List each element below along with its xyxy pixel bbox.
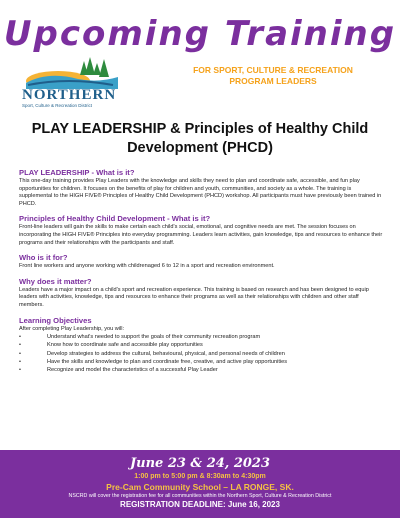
audience-line-2: PROGRAM LEADERS: [229, 76, 317, 86]
logo-subtitle: Sport, Culture & Recreation District: [22, 103, 93, 108]
section-objectives: [19, 316, 384, 375]
event-times: 1:00 pm to 5:00 pm & 8:30am to 4:30pm: [134, 473, 266, 480]
list-item: • Recognize and model the characteristics of a successful Play Leader: [19, 367, 218, 374]
event-location: Pre-Cam Community School – LA RONGE, SK.: [106, 482, 294, 492]
section-heading: Who is it for?: [19, 253, 68, 263]
logo-landscape-icon: [18, 57, 136, 89]
section-body: Front line workers and anyone working with childrenaged 6 to 12 in a sport and recreation environment.: [19, 263, 275, 270]
audience-line: [168, 65, 378, 87]
logo-name: NORTHERN: [22, 87, 117, 103]
section-heading: Learning Objectives: [19, 315, 92, 325]
audience-line-1: FOR SPORT, CULTURE & RECREATION: [193, 65, 353, 75]
bullet-icon: •: [19, 350, 21, 357]
fee-note: NSCRD will cover the registration fee for all communities within the Northern Sport, Culture & Recreation District: [68, 493, 332, 499]
event-banner: [0, 450, 400, 518]
list-item: • Understand what's needed to support the goals of their community recreation program: [19, 334, 261, 341]
section-play-leadership: [19, 168, 384, 208]
section-heading: Principles of Healthy Child Development - What is it?: [19, 214, 211, 224]
section-why: [19, 277, 384, 310]
section-heading: Why does it matter?: [19, 276, 92, 286]
course-headline: [20, 120, 380, 158]
section-heading: PLAY LEADERSHIP - What is it?: [19, 168, 135, 177]
registration-deadline: REGISTRATION DEADLINE: June 16, 2023: [120, 500, 280, 509]
bullet-icon: •: [19, 334, 21, 341]
section-body: Leaders have a major impact on a child's sport and recreation experience. This training is based on research and has been designed to equip leaders with activities, knowledge, tips and resources to enhance their programs as well as their relationships with children and other staff members.: [19, 286, 369, 308]
objectives-intro: After completing Play Leadership, you will:: [19, 325, 125, 332]
section-phcd: [19, 214, 384, 247]
section-body: This one-day training provides Play Leaders with the knowledge and skills they need to plan and coordinate safe, accessible, and fun play opportunities for children. It focuses on the benefits of play for children and youth, communities, and society as a whole. The training is supplemental to the HIGH FIVE® Principles of Healthy Child Development (PHCD) workshop. All participants must have previously been trained in PHCD.: [19, 178, 382, 207]
content: [19, 168, 384, 375]
objectives-list: [19, 333, 384, 374]
headline-line-1: PLAY LEADERSHIP & Principles of Healthy Child: [31, 121, 369, 137]
section-who: [19, 253, 384, 271]
section-body: Front-line leaders will gain the skills to make certain each child's social, emotional, and cognitive needs are met. The session focuses on incorporating the HIGH FIVE® Principles into everyday programming. Leaders learn activities, gain knowledge, tips and resources to enhance their programs and their relationships with the participants and staff.: [19, 224, 383, 246]
page-title: Upcoming Training: [3, 14, 397, 54]
bullet-icon: •: [19, 359, 21, 366]
list-item: • Know how to coordinate safe and accessible play opportunities: [19, 342, 203, 349]
headline-line-2: Development (PHCD): [127, 140, 273, 156]
list-item: • Have the skills and knowledge to plan and coordinate free, creative, and active play opportunities: [19, 359, 288, 366]
bullet-icon: •: [19, 367, 21, 374]
list-item: • Develop strategies to address the cultural, behavioural, physical, and personal needs of children: [19, 350, 285, 357]
bullet-icon: •: [19, 342, 21, 349]
event-dates: June 23 & 24, 2023: [129, 456, 271, 471]
